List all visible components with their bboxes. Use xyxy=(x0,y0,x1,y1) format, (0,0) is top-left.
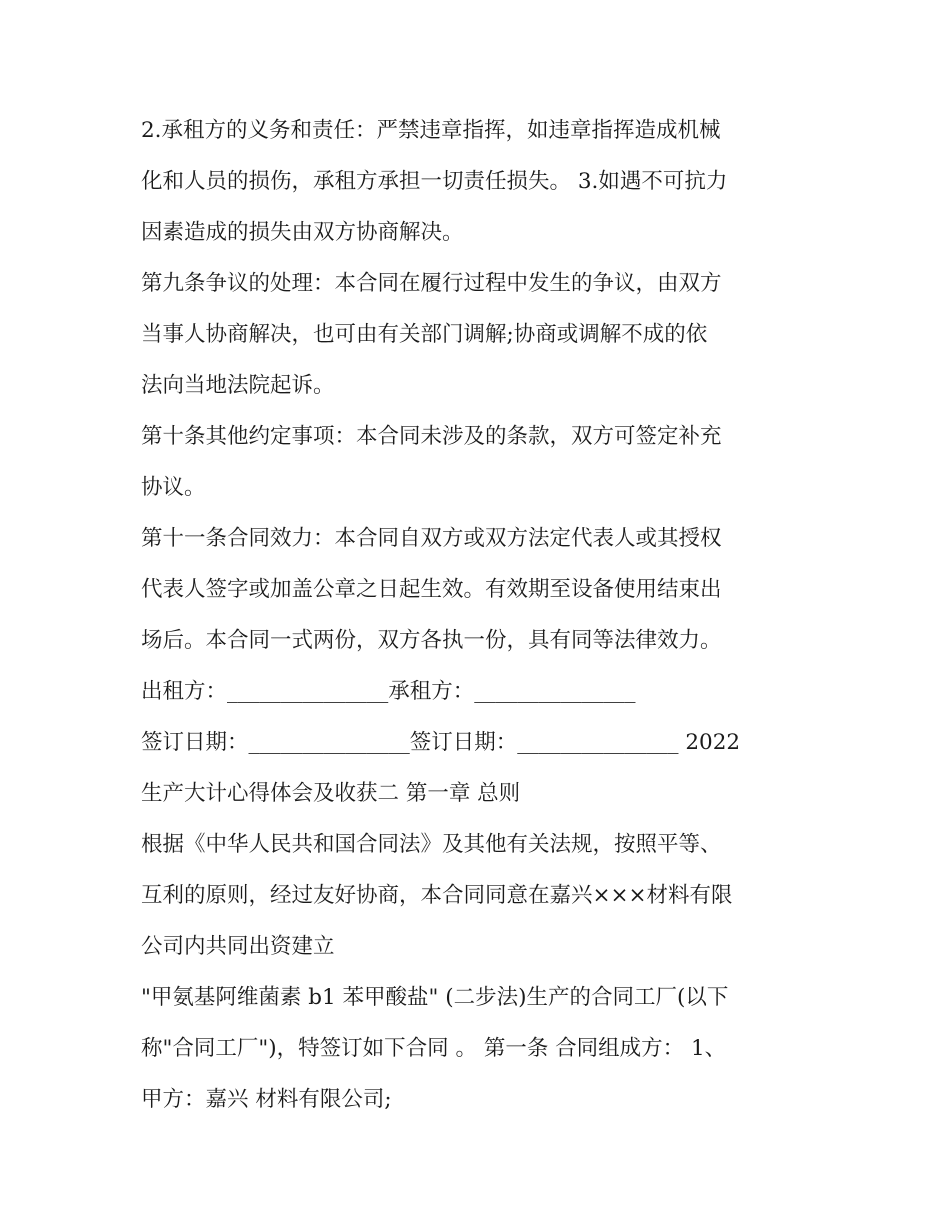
text-line-5: 当事人协商解决，也可由有关部门调解;协商或调解不成的依 xyxy=(141,322,708,347)
text-line-8: 协议。 xyxy=(141,475,206,500)
text-line-4: 第九条争议的处理：本合同在履行过程中发生的争议，由双方 xyxy=(141,271,722,296)
text-line-9: 第十一条合同效力：本合同自双方或双方法定代表人或其授权 xyxy=(141,526,722,551)
text-line-1: 2.承租方的义务和责任：严禁违章指挥，如违章指挥造成机械 xyxy=(141,118,721,143)
signature-line-dates: 签订日期：_______________签订日期：_______________ 2022 xyxy=(141,730,741,755)
document-page xyxy=(141,105,831,1125)
text-line-10: 代表人签字或加盖公章之日起生效。有效期至设备使用结束出 xyxy=(141,577,722,602)
signature-line-parties: 出租方：_______________承租方：_______________ xyxy=(141,679,636,704)
text-line-11: 场后。本合同一式两份，双方各执一份，具有同等法律效力。 xyxy=(141,628,722,653)
text-line-2: 化和人员的损伤，承租方承担一切责任损失。 3.如遇不可抗力 xyxy=(141,169,728,194)
text-line-7: 第十条其他约定事项：本合同未涉及的条款，双方可签定补充 xyxy=(141,424,722,449)
text-line-6: 法向当地法院起诉。 xyxy=(141,373,335,398)
section-heading: 生产大计心得体会及收获二 第一章 总则 xyxy=(141,781,521,806)
text-line-19: 称"合同工厂")，特签订如下合同 。 第一条 合同组成方： 1、 xyxy=(141,1036,727,1061)
text-line-17: 公司内共同出资建立 xyxy=(141,934,335,959)
text-line-18: "甲氨基阿维菌素 b1 苯甲酸盐" (二步法)生产的合同工厂(以下 xyxy=(141,985,729,1010)
text-line-16: 互利的原则，经过友好协商，本合同同意在嘉兴×××材料有限 xyxy=(141,883,733,908)
text-line-3: 因素造成的损失由双方协商解决。 xyxy=(141,220,464,245)
text-line-20: 甲方：嘉兴 材料有限公司; xyxy=(141,1087,392,1112)
text-line-15: 根据《中华人民共和国合同法》及其他有关法规，按照平等、 xyxy=(141,832,722,857)
